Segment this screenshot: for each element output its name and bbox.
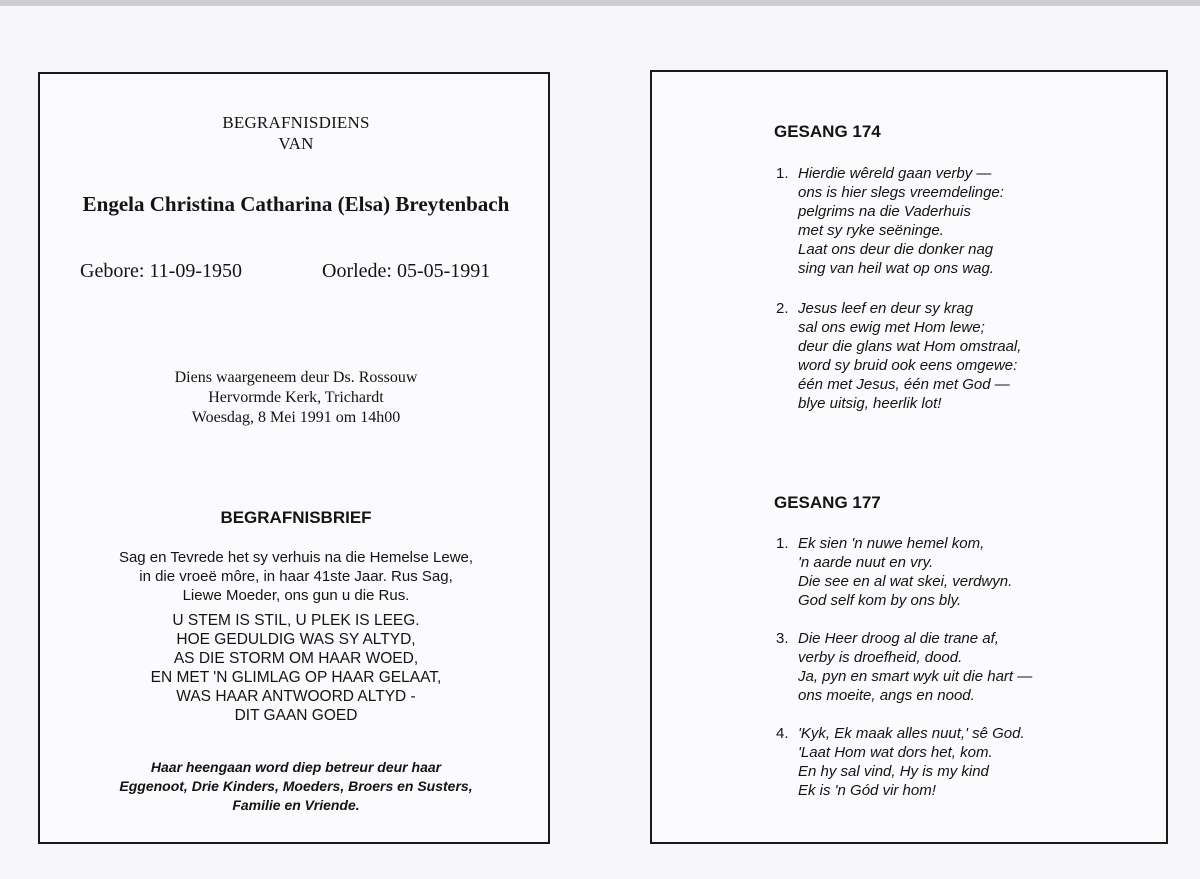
verse-line: met sy ryke seëninge. <box>798 222 944 239</box>
poem-line: WAS HAAR ANTWOORD ALTYD - <box>176 688 416 705</box>
verse-line: Die see en al wat skei, verdwyn. <box>798 573 1013 590</box>
letter-line: Liewe Moeder, ons gun u die Rus. <box>182 587 410 604</box>
verse-number: 4. <box>776 725 789 742</box>
hymn-title: GESANG 174 <box>774 122 881 141</box>
poem-line: DIT GAAN GOED <box>234 707 358 724</box>
verse-line: blye uitsig, heerlik lot! <box>798 395 942 412</box>
verse-line: ons moeite, angs en nood. <box>798 687 975 704</box>
verse-line: één met Jesus, één met God — <box>798 376 1010 393</box>
verse-line: 'n aarde nuut en vry. <box>798 554 934 571</box>
verse-line: ons is hier slegs vreemdelinge: <box>798 184 1004 201</box>
letter-line: Sag en Tevrede het sy verhuis na die Hemelse Lewe, <box>118 549 474 566</box>
memorial-poem <box>40 611 552 725</box>
hymn-title: GESANG 177 <box>774 493 881 512</box>
deceased-name: Engela Christina Catharina (Elsa) Breytenbach <box>82 192 510 216</box>
verse-line: En hy sal vind, Hy is my kind <box>798 763 989 780</box>
verse-line: 'Kyk, Ek maak alles nuut,' sê God. <box>798 725 1025 742</box>
death-date: Oorlede: 05-05-1991 <box>322 260 491 282</box>
verse-line: 'Laat Hom wat dors het, kom. <box>798 744 993 761</box>
service-heading-line: VAN <box>278 134 314 153</box>
funeral-letter <box>40 548 552 605</box>
verse-line: word sy bruid ook eens omgewe: <box>798 357 1018 374</box>
poem-line: AS DIE STORM OM HAAR WOED, <box>173 650 419 667</box>
verse-line: God self kom by ons bly. <box>798 592 962 609</box>
verse-line: pelgrims na die Vaderhuis <box>798 203 971 220</box>
poem-line: U STEM IS STIL, U PLEK IS LEEG. <box>172 612 420 629</box>
mourners-notice <box>40 758 552 815</box>
verse-number: 1. <box>776 165 789 182</box>
service-details <box>40 368 552 428</box>
verse-line: Die Heer droog al die trane af, <box>798 630 999 647</box>
service-detail-line: Woesdag, 8 Mei 1991 om 14h00 <box>191 409 401 426</box>
verse-line: deur die glans wat Hom omstraal, <box>798 338 1022 355</box>
verse-line: Laat ons deur die donker nag <box>798 241 994 258</box>
verse-number: 2. <box>776 300 789 317</box>
service-detail-line: Hervormde Kerk, Trichardt <box>208 389 384 406</box>
birth-date: Gebore: 11-09-1950 <box>80 260 242 282</box>
letter-line: in die vroeë môre, in haar 41ste Jaar. Rus Sag, <box>139 568 453 585</box>
poem-line: HOE GEDULDIG WAS SY ALTYD, <box>176 631 416 648</box>
verse-line: sing van heil wat op ons wag. <box>798 260 994 277</box>
hymns-panel <box>650 70 1168 844</box>
verse-line: Jesus leef en deur sy krag <box>798 300 974 317</box>
letter-title: BEGRAFNISBRIEF <box>220 508 372 527</box>
verse-line: Ja, pyn en smart wyk uit die hart — <box>798 668 1033 685</box>
verse-line: Hierdie wêreld gaan verby — <box>798 165 992 182</box>
mourners-line: Eggenoot, Drie Kinders, Moeders, Broers en Susters, <box>119 778 473 794</box>
service-heading-line: BEGRAFNISDIENS <box>222 113 370 132</box>
service-detail-line: Diens waargeneem deur Ds. Rossouw <box>174 369 418 386</box>
verse-line: verby is droefheid, dood. <box>798 649 963 666</box>
poem-line: EN MET 'N GLIMLAG OP HAAR GELAAT, <box>150 669 442 686</box>
page-top-edge <box>0 0 1200 6</box>
mourners-line: Haar heengaan word diep betreur deur haar <box>150 759 442 775</box>
verse-line: Ek sien 'n nuwe hemel kom, <box>798 535 985 552</box>
service-heading <box>40 112 552 154</box>
mourners-line: Familie en Vriende. <box>232 797 360 813</box>
verse-number: 1. <box>776 535 789 552</box>
verse-line: sal ons ewig met Hom lewe; <box>798 319 985 336</box>
verse-line: Ek is 'n Gód vir hom! <box>798 782 936 799</box>
program-panel <box>38 72 550 844</box>
verse-number: 3. <box>776 630 789 647</box>
